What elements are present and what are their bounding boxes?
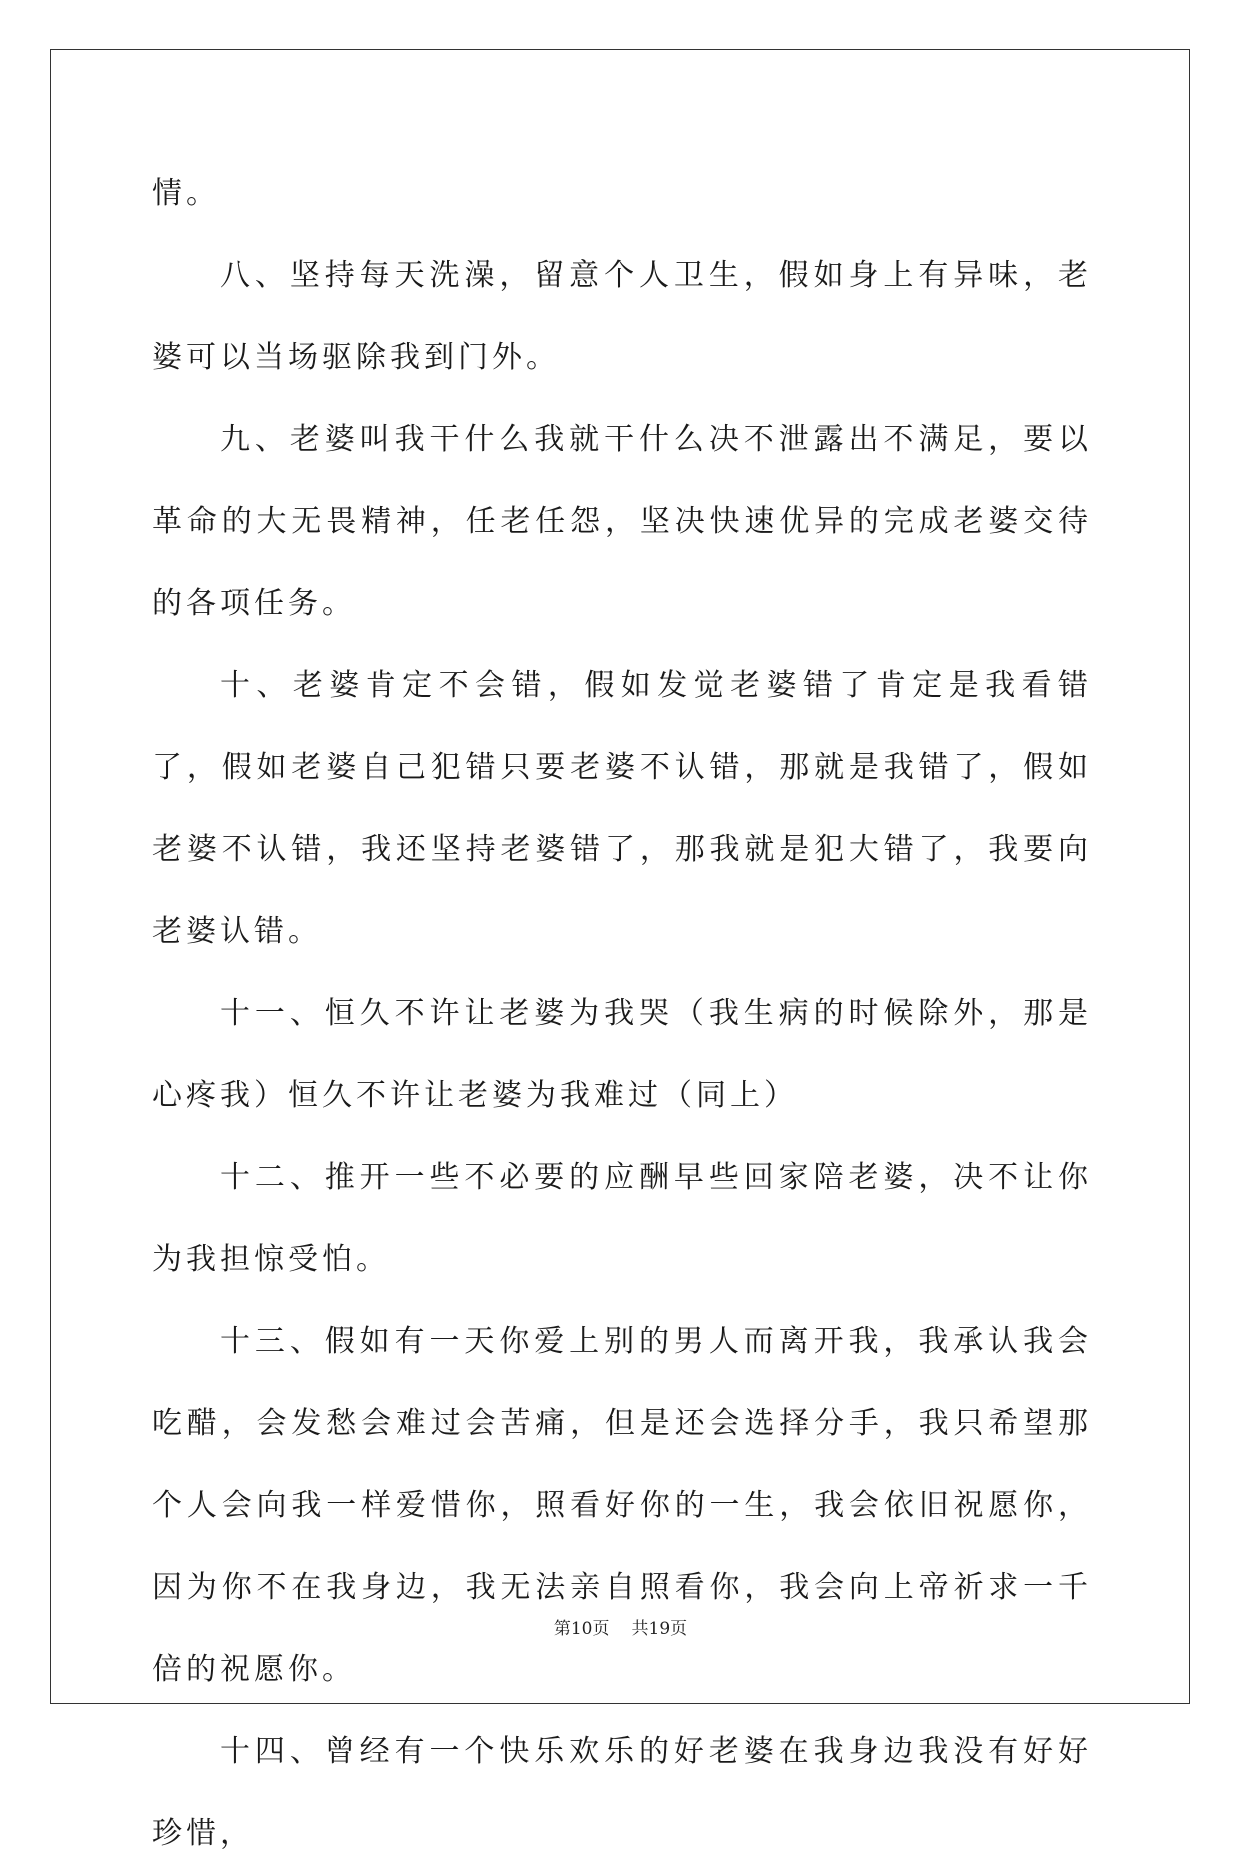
page-number: 第10页: [553, 1619, 610, 1639]
paragraph: 情。: [152, 176, 220, 211]
paragraph: 十四、曾经有一个快乐欢乐的好老婆在我身边我没有好好珍惜，: [152, 1734, 1092, 1851]
paragraph: 八、坚持每天洗澡，留意个人卫生，假如身上有异味，老婆可以当场驱除我到门外。: [152, 258, 1092, 375]
paragraph: 九、老婆叫我干什么我就干什么决不泄露出不满足，要以革命的大无畏精神，任老任怨，坚决快速优异的完成老婆交待的各项任务。: [152, 422, 1092, 621]
paragraph: 十、老婆肯定不会错，假如发觉老婆错了肯定是我看错了，假如老婆自己犯错只要老婆不认错，那就是我错了，假如老婆不认错，我还坚持老婆错了，那我就是犯大错了，我要向老婆认错。: [152, 668, 1092, 949]
page-footer: [0, 1617, 1241, 1641]
paragraph: 十三、假如有一天你爱上别的男人而离开我，我承认我会吃醋，会发愁会难过会苦痛，但是还会选择分手，我只希望那个人会向我一样爱惜你，照看好你的一生，我会依旧祝愿你，因为你不在我身边，我无法亲自照看你，我会向上帝祈求一千倍的祝愿你。: [152, 1324, 1092, 1687]
paragraph: 十二、推开一些不必要的应酬早些回家陪老婆，决不让你为我担惊受怕。: [152, 1160, 1092, 1277]
page-total: 共19页: [631, 1619, 688, 1639]
paragraph: 十一、恒久不许让老婆为我哭（我生病的时候除外，那是心疼我）恒久不许让老婆为我难过（同上）: [152, 996, 1092, 1113]
